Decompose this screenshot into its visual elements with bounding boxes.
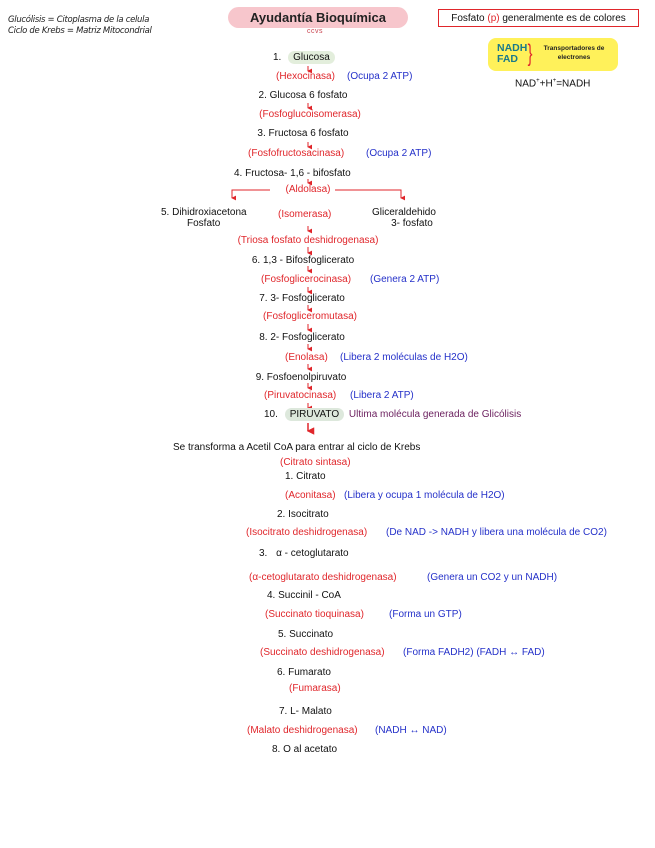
step-10 [264,409,521,420]
krebs-step-3-name: α - cetoglutarato [276,548,349,559]
step-9: 9. Fosfoenolpiruvato [255,372,347,383]
enzyme-aconitasa: (Aconitasa) [285,490,336,501]
krebs-step-1: 1. Citrato [285,471,326,482]
page-subtitle: ccvs [307,28,323,35]
enzyme-succinato-deshidrogenasa: (Succinato deshidrogenasa) [260,647,385,658]
enzyme-1-note: (Ocupa 2 ATP) [347,71,413,82]
krebs-step-3 [259,548,349,559]
krebs-enzyme-2-note: (De NAD -> NADH y libera una molécula de CO2) [386,527,607,538]
enzyme-enolasa: (Enolasa) [285,352,328,363]
step-8: 8. 2- Fosfoglicerato [259,332,345,343]
step-10-note: Ultima molécula generada de Glicólisis [348,409,522,420]
enzyme-isocitrato-deshidrogenasa: (Isocitrato deshidrogenasa) [246,527,368,538]
enzyme-succinato-tioquinasa: (Succinato tioquinasa) [265,609,364,620]
krebs-enzyme-4-note: (Forma un GTP) [389,609,462,620]
step-4: 4. Fructosa- 1,6 - bifosfato [234,168,351,179]
krebs-step-2: 2. Isocitrato [277,509,329,520]
enzyme-fosfoglucoisomerasa: (Fosfoglucoisomerasa) [259,109,361,120]
step-5-left-line1: 5. Dihidroxiacetona [161,207,247,218]
enzyme-fumarasa: (Fumarasa) [289,683,341,694]
page-title: Ayudantía Bioquímica [228,7,408,28]
nadh-label: NADH [497,42,528,54]
arrow-left-branch-icon [232,190,270,198]
enzyme-piruvatocinasa: (Piruvatocinasa) [264,390,337,401]
step-1-number: 1. [273,52,282,63]
step-1 [273,52,335,63]
krebs-step-6: 6. Fumarato [277,667,331,678]
step-7: 7. 3- Fosfoglicerato [259,293,345,304]
step-10-number: 10. [264,409,278,420]
enzyme-8-note: (Libera 2 moléculas de H2O) [340,352,468,363]
enzyme-malato-deshidrogenasa: (Malato deshidrogenasa) [247,725,358,736]
krebs-enzyme-1-note: (Libera y ocupa 1 molécula de H2O) [344,490,505,501]
step-10-name: PIRUVATO [285,408,344,421]
carriers-description: Transportadores de electrones [543,45,605,61]
nadh-equation: NAD++H+=NADH [515,78,591,90]
krebs-step-8: 8. O al acetato [272,744,338,755]
enzyme-alfa-cetoglutarato-deshidrogenasa: (α-cetoglutarato deshidrogenasa) [249,572,397,583]
krebs-enzyme-7-note: (NADH ↔ NAD) [375,725,447,736]
enzyme-9-note: (Libera 2 ATP) [350,390,414,401]
krebs-intro: Se transforma a Acetil CoA para entrar al ciclo de Krebs [173,442,421,453]
krebs-step-4: 4. Succinil - CoA [267,590,341,601]
step-5-right-line1: Gliceraldehido [372,207,436,218]
note-glycolysis-location: Glucólisis = Citoplasma de la celula [8,15,150,25]
fad-label: FAD [497,53,518,65]
enzyme-6-note: (Genera 2 ATP) [370,274,440,285]
eq-nad: NAD [515,78,537,90]
phosphate-note-pre: Fosfato [451,13,488,24]
step-5-right-line2: 3- fosfato [391,218,433,229]
enzyme-fosfofructosacinasa: (Fosfofructosacinasa) [248,148,345,159]
enzyme-3-note: (Ocupa 2 ATP) [366,148,432,159]
phosphate-note-post: generalmente es de colores [499,13,626,24]
krebs-step-5: 5. Succinato [278,629,334,640]
krebs-enzyme-3-note: (Genera un CO2 y un NADH) [427,572,558,583]
arrow-right-branch-icon [335,190,401,198]
enzyme-fosfogliceromutasa: (Fosfogliceromutasa) [263,311,357,322]
step-2: 2. Glucosa 6 fosfato [258,90,348,101]
enzyme-triosa-fosfato-deshidrogenasa: (Triosa fosfato deshidrogenasa) [237,235,379,246]
step-5-left [161,207,247,229]
enzyme-isomerasa: (Isomerasa) [278,209,332,220]
eq-nadh: =NADH [556,78,591,90]
eq-h: +H [539,78,553,90]
step-6: 6. 1,3 - Bifosfoglicerato [251,255,355,266]
krebs-step-7: 7. L- Malato [279,706,332,717]
enzyme-citrato-sintasa: (Citrato sintasa) [280,457,351,468]
step-1-name: Glucosa [288,51,335,64]
enzyme-fosfoglicerocinasa: (Fosfoglicerocinasa) [261,274,352,285]
step-5-right [372,207,436,229]
step-3: 3. Fructosa 6 fosfato [257,128,349,139]
enzyme-aldolasa: (Aldolasa) [285,184,331,195]
step-5-left-line2: Fosfato [187,218,221,229]
enzyme-hexocinasa: (Hexocinasa) [276,71,335,82]
krebs-step-3-number: 3. [259,548,268,559]
note-krebs-location: Ciclo de Krebs = Matriz Mitocondrial [8,26,152,36]
phosphate-note-p: (p) [487,13,500,24]
brace-icon: } [527,40,533,67]
krebs-enzyme-5-note: (Forma FADH2) (FADH ↔ FAD) [403,647,545,658]
